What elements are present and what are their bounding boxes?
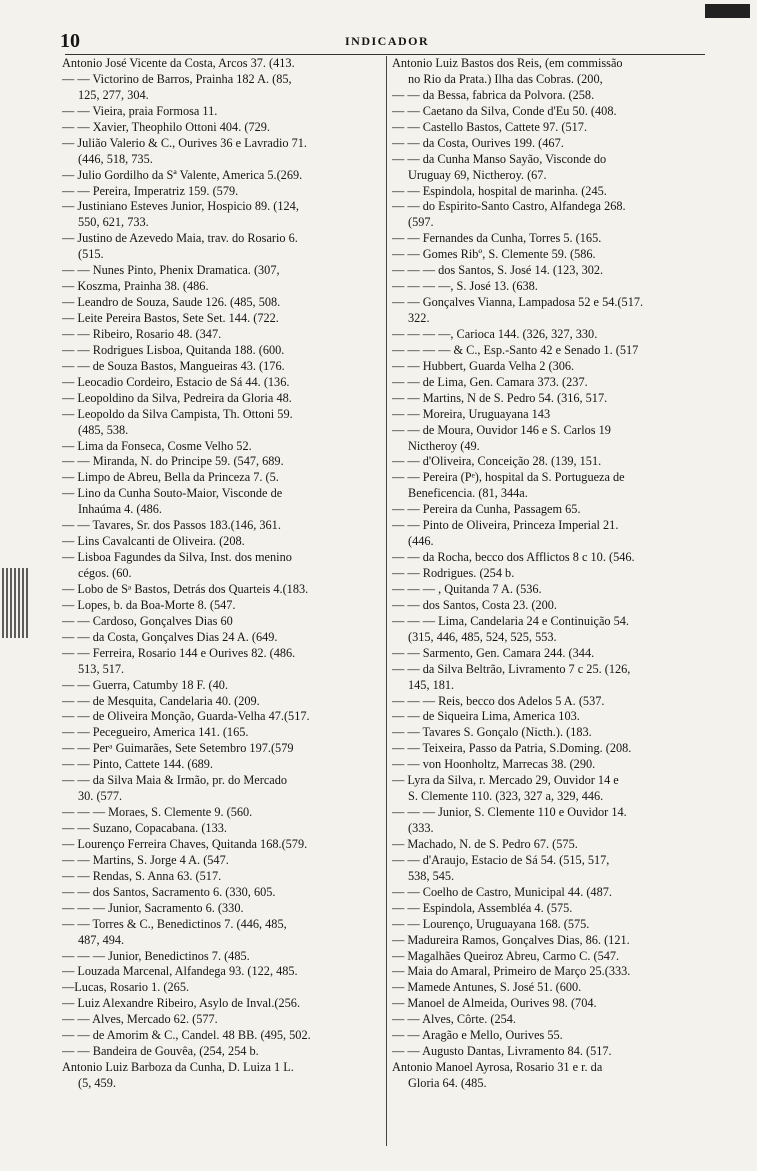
right-column-entry-line: — — Pereira da Cunha, Passagem 65. xyxy=(392,502,581,517)
left-column-entry-line: (485, 538. xyxy=(78,422,129,437)
left-column-entry-line: 513, 517. xyxy=(78,661,125,676)
left-column-entry-line: Inhaúma 4. (486. xyxy=(78,502,163,517)
right-column-entry-line: — Madureira Ramos, Gonçalves Dias, 86. (121. xyxy=(392,932,630,947)
right-column-entry-line: (333. xyxy=(408,821,434,835)
left-column-entry-line: — Lima da Fonseca, Cosme Velho 52. xyxy=(62,438,252,453)
right-column-entry-line: — — Hubbert, Guarda Velha 2 (306. xyxy=(392,358,575,373)
page-number: 10 xyxy=(60,30,80,52)
right-column-entry-line: (315, 446, 485, 524, 525, 553. xyxy=(408,629,557,644)
left-column-entry-line: — — Xavier, Theophilo Ottoni 404. (729. xyxy=(62,119,270,134)
right-column-entry-line: — — Martins, N de S. Pedro 54. (316, 517. xyxy=(392,390,608,405)
right-column-entry-line: — Lyra da Silva, r. Mercado 29, Ouvidor 14 e xyxy=(392,773,619,788)
left-column-entry-line: — Lourenço Ferreira Chaves, Quitanda 168.(579. xyxy=(62,836,308,851)
left-column-entry-line: Antonio José Vicente da Costa, Arcos 37. (413. xyxy=(62,56,295,70)
left-column-entry-line: — — de Amorim & C., Candel. 48 BB. (495, 502. xyxy=(62,1028,311,1043)
right-column-entry-line: — — Alves, Côrte. (254. xyxy=(392,1012,516,1027)
left-column-entry-line: 125, 277, 304. xyxy=(78,87,149,102)
left-column-entry-line: — — Torres & C., Benedictinos 7. (446, 485, xyxy=(62,916,287,931)
left-column-entry-line: cégos. (60. xyxy=(78,566,132,580)
right-column-entry-line: — — da Silva Beltrão, Livramento 7 c 25. (126, xyxy=(392,661,631,676)
right-column-entry-line: — — de Lima, Gen. Camara 373. (237. xyxy=(392,374,588,389)
right-column-entry-line: — — d'Araujo, Estacio de Sá 54. (515, 517, xyxy=(392,852,610,867)
left-column-entry-line: — — Tavares, Sr. dos Passos 183.(146, 361. xyxy=(62,518,281,533)
left-column-entry-line: 550, 621, 733. xyxy=(78,215,149,230)
left-column-entry-line: — Leite Pereira Bastos, Sete Set. 144. (722. xyxy=(62,311,279,325)
right-column-entry-line: S. Clemente 110. (323, 327 a, 329, 446. xyxy=(408,789,604,804)
left-column-entry-line: — Louzada Marcenal, Alfandega 93. (122, 485. xyxy=(62,964,298,979)
left-column-entry-line: — Leopoldo da Silva Campista, Th. Ottoni 59. xyxy=(62,406,293,421)
right-column-entry-line: no Rio da Prata.) Ilha das Cobras. (200, xyxy=(408,71,603,86)
right-column-entry-line: — — da Cunha Manso Sayão, Visconde do xyxy=(392,151,607,166)
right-column-entry-line: (597. xyxy=(408,215,434,230)
right-column-entry-line: 145, 181. xyxy=(408,677,455,692)
right-column-entry-line: — — Gomes Ribº, S. Clemente 59. (586. xyxy=(392,247,596,262)
right-column-entry-line: — — — — & C., Esp.-Santo 42 e Senado 1. (517 xyxy=(392,342,639,357)
left-column-entry-line: — — Miranda, N. do Principe 59. (547, 689. xyxy=(62,454,284,469)
left-column-entry-line: — — Nunes Pinto, Phenix Dramatica. (307, xyxy=(62,263,280,278)
right-column-entry-line: Gloria 64. (485. xyxy=(408,1076,487,1090)
left-column-entry-line: — Limpo de Abreu, Bella da Princeza 7. (5. xyxy=(62,470,279,485)
left-column-entry-line: — — Bandeira de Gouvêa, (254, 254 b. xyxy=(62,1044,259,1059)
left-column-entry-line: 30. (577. xyxy=(78,789,123,804)
left-column-entry-line: — Lins Cavalcanti de Oliveira. (208. xyxy=(62,534,245,549)
right-column-entry-line: — — — —, S. José 13. (638. xyxy=(392,279,538,294)
left-column-entry-line: (446, 518, 735. xyxy=(78,151,153,166)
right-column-entry-line: — — von Hoonholtz, Marrecas 38. (290. xyxy=(392,757,596,772)
left-column-entry-line: — — Victorino de Barros, Prainha 182 A. (85, xyxy=(62,71,292,86)
right-column-entry-line: — — Teixeira, Passo da Patria, S.Doming. (208. xyxy=(392,741,632,756)
left-column-entry-line: —Lucas, Rosario 1. (265. xyxy=(62,980,190,995)
left-column-entry-line: 487, 494. xyxy=(78,932,125,947)
right-column-entry-line: — Mamede Antunes, S. José 51. (600. xyxy=(392,980,582,995)
right-column-entry-line: — Magalhães Queiroz Abreu, Carmo C. (547. xyxy=(392,948,620,963)
right-column-entry-line: — — — —, Carioca 144. (326, 327, 330. xyxy=(392,326,598,341)
right-column-entry-line: (446. xyxy=(408,534,434,549)
right-column-entry-line: — — Rodrigues. (254 b. xyxy=(392,566,515,580)
left-column-entry-line: — — Pereira, Imperatriz 159. (579. xyxy=(62,183,239,198)
right-column-entry-line: — — dos Santos, Costa 23. (200. xyxy=(392,597,557,612)
right-column-entry-line: 322. xyxy=(408,311,430,325)
right-column-entry-line: — — Caetano da Silva, Conde d'Eu 50. (408. xyxy=(392,103,617,118)
left-column-entry-line: — Lisboa Fagundes da Silva, Inst. dos menino xyxy=(62,550,292,565)
corner-print-mark xyxy=(705,4,750,18)
right-column-entry-line: 538, 545. xyxy=(408,868,455,883)
right-column-entry-line: — — da Costa, Ourives 199. (467. xyxy=(392,135,564,150)
right-column-entry-line: — — Espindola, hospital de marinha. (245. xyxy=(392,183,607,198)
right-column-entry-line: — — d'Oliveira, Conceição 28. (139, 151. xyxy=(392,454,602,469)
left-column-entry-line: — — — Junior, Benedictinos 7. (485. xyxy=(62,948,250,963)
right-column-entry-line: — — — Lima, Candelaria 24 e Continuição 54. xyxy=(392,613,630,628)
header-rule xyxy=(65,54,705,55)
right-column-entry-line: — Manoel de Almeida, Ourives 98. (704. xyxy=(392,996,597,1011)
right-column-entry-line: — — de Moura, Ouvidor 146 e S. Carlos 19 xyxy=(392,422,611,437)
left-column-entry-line: (515. xyxy=(78,247,104,262)
page-header xyxy=(60,30,710,52)
left-column-entry-line: — Lobo de Sᵃ Bastos, Detrás dos Quarteis 4.(183. xyxy=(62,581,309,596)
left-column-entry-line: — — Ribeiro, Rosario 48. (347. xyxy=(62,326,222,341)
right-column-entry-line: — — — dos Santos, S. José 14. (123, 302. xyxy=(392,263,604,278)
right-column-entry-line: Antonio Luiz Bastos dos Reis, (em commissão xyxy=(392,56,623,70)
left-column-entry-line: — — de Souza Bastos, Mangueiras 43. (176. xyxy=(62,358,285,373)
right-column-entry-line: — — Fernandes da Cunha, Torres 5. (165. xyxy=(392,231,602,246)
left-column xyxy=(62,56,384,1156)
left-column-entry-line: — Justiniano Esteves Junior, Hospicio 89. (124, xyxy=(62,199,299,214)
left-column-entry-line: Antonio Luiz Barboza da Cunha, D. Luiza 1 L. xyxy=(62,1060,294,1075)
left-column-entry-line: — — Cardoso, Gonçalves Dias 60 xyxy=(62,613,233,628)
left-column-entry-line: — — da Silva Maia & Irmão, pr. do Mercado xyxy=(62,773,288,788)
right-column-entry-line: Beneficencia. (81, 344a. xyxy=(408,486,528,501)
left-column-entry-line: — — Rodrigues Lisboa, Quitanda 188. (600. xyxy=(62,342,285,357)
right-column-entry-line: — — — , Quitanda 7 A. (536. xyxy=(392,581,542,596)
binding-mark xyxy=(2,568,30,638)
left-column-entry-line: — Lino da Cunha Souto-Maior, Visconde de xyxy=(62,486,283,501)
left-column-entry-line: — — Rendas, S. Anna 63. (517. xyxy=(62,868,222,883)
right-column-entry-line: — — da Bessa, fabrica da Polvora. (258. xyxy=(392,87,595,102)
right-column-entry-line: — — Sarmento, Gen. Camara 244. (344. xyxy=(392,645,595,660)
left-column-entry-line: — — — Moraes, S. Clemente 9. (560. xyxy=(62,805,253,820)
right-column-entry-line: — — — Reis, becco dos Adelos 5 A. (537. xyxy=(392,693,605,708)
right-column-entry-line: — — Pinto de Oliveira, Princeza Imperial 21. xyxy=(392,518,619,533)
left-column-entry-line: — — Alves, Mercado 62. (577. xyxy=(62,1012,218,1027)
right-column-entry-line: — — Espindola, Assembléa 4. (575. xyxy=(392,900,573,915)
left-column-entry-line: — — — Junior, Sacramento 6. (330. xyxy=(62,900,244,915)
left-column-entry-line: — Justino de Azevedo Maia, trav. do Rosario 6. xyxy=(62,231,298,246)
right-column-entry-line: — — Lourenço, Uruguayana 168. (575. xyxy=(392,916,590,931)
right-column-entry-line: Nictheroy (49. xyxy=(408,438,480,453)
left-column-entry-line: — Leocadio Cordeiro, Estacio de Sá 44. (136. xyxy=(62,374,290,389)
left-column-entry-line: — Leopoldino da Silva, Pedreira da Gloria 48. xyxy=(62,390,292,405)
right-column-entry-line: — — Aragão e Mello, Ourives 55. xyxy=(392,1028,563,1043)
right-column-entry-line: — — de Siqueira Lima, America 103. xyxy=(392,709,580,724)
left-column-entry-line: — — Martins, S. Jorge 4 A. (547. xyxy=(62,852,229,867)
right-column xyxy=(392,56,714,1156)
left-column-entry-line: — — Pinto, Cattete 144. (689. xyxy=(62,757,213,772)
left-column-entry-line: (5, 459. xyxy=(78,1076,116,1090)
left-column-entry-line: — — da Costa, Gonçalves Dias 24 A. (649. xyxy=(62,629,278,644)
right-column-entry-line: — — Augusto Dantas, Livramento 84. (517. xyxy=(392,1044,612,1059)
left-column-entry-line: — — Suzano, Copacabana. (133. xyxy=(62,821,227,835)
right-column-entry-line: — — Tavares S. Gonçalo (Nicth.). (183. xyxy=(392,725,592,740)
left-column-entry-line: — Leandro de Souza, Saude 126. (485, 508. xyxy=(62,295,281,310)
left-column-entry-line: — — de Oliveira Monção, Guarda-Velha 47.(517. xyxy=(62,709,310,724)
left-column-entry-line: — — Perᵃ Guimarães, Sete Setembro 197.(579 xyxy=(62,741,294,756)
left-column-entry-line: — — dos Santos, Sacramento 6. (330, 605. xyxy=(62,884,276,899)
right-column-entry-line: — Machado, N. de S. Pedro 67. (575. xyxy=(392,836,578,851)
right-column-entry-line: — — Pereira (Pᵉ), hospital da S. Portugueza de xyxy=(392,470,625,485)
right-column-entry-line: — — Moreira, Uruguayana 143 xyxy=(392,406,551,421)
right-column-entry-line: — — Coelho de Castro, Municipal 44. (487. xyxy=(392,884,612,899)
right-column-entry-line: Antonio Manoel Ayrosa, Rosario 31 e r. da xyxy=(392,1060,603,1075)
right-column-entry-line: Uruguay 69, Nictheroy. (67. xyxy=(408,167,547,182)
right-column-entry-line: — — da Rocha, becco dos Afflictos 8 c 10. (546. xyxy=(392,550,635,565)
left-column-entry-line: — Julião Valerio & C., Ourives 36 e Lavradio 71. xyxy=(62,135,307,150)
left-column-entry-line: — — Guerra, Catumby 18 F. (40. xyxy=(62,677,229,692)
left-column-entry-line: — — Pecegueiro, America 141. (165. xyxy=(62,725,249,740)
right-column-entry-line: — — do Espirito-Santo Castro, Alfandega 268. xyxy=(392,199,626,214)
right-column-entry-line: — — — Junior, S. Clemente 110 e Ouvidor 14. xyxy=(392,805,627,820)
left-column-entry-line: — Koszma, Prainha 38. (486. xyxy=(62,279,209,294)
left-column-entry-line: — Lopes, b. da Boa-Morte 8. (547. xyxy=(62,597,236,612)
left-column-entry-line: — — Ferreira, Rosario 144 e Ourives 82. (486. xyxy=(62,645,296,660)
running-title: INDICADOR xyxy=(345,34,430,48)
right-column-entry-line: — Maia do Amaral, Primeiro de Março 25.(333. xyxy=(392,964,631,979)
right-column-entry-line: — — Castello Bastos, Cattete 97. (517. xyxy=(392,119,588,134)
right-column-entry-line: — — Gonçalves Vianna, Lampadosa 52 e 54.(517. xyxy=(392,295,644,310)
left-column-entry-line: — — Vieira, praia Formosa 11. xyxy=(62,103,218,118)
left-column-entry-line: — — de Mesquita, Candelaria 40. (209. xyxy=(62,693,260,708)
left-column-entry-line: — Julio Gordilho da Sª Valente, America 5.(269. xyxy=(62,167,303,182)
column-divider xyxy=(386,56,387,1146)
left-column-entry-line: — Luiz Alexandre Ribeiro, Asylo de Inval.(256. xyxy=(62,996,301,1011)
